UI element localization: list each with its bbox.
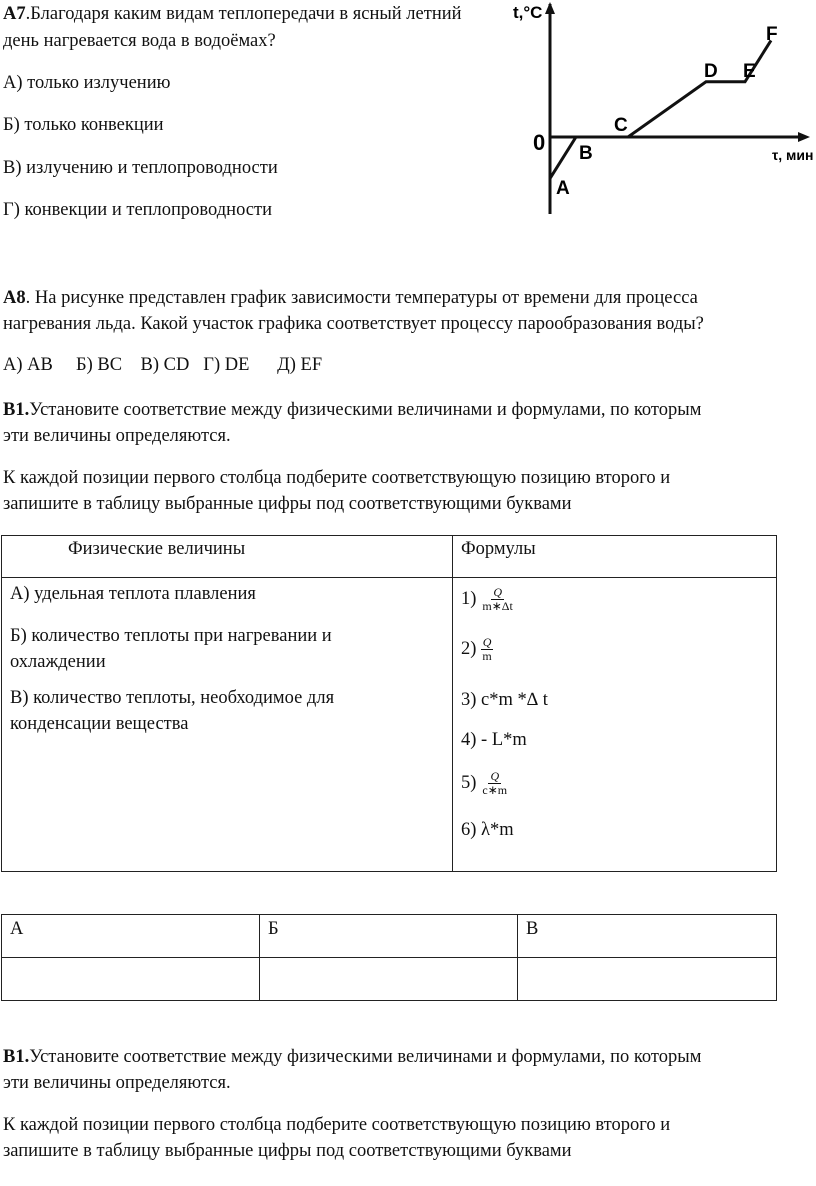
y-axis-arrow: [545, 2, 555, 14]
formula-5: 5) $\frac{Q}{c∗m}$: [461, 769, 508, 797]
formula-3: 3) c*m *∆ t: [461, 690, 548, 710]
point-label-d: D: [704, 61, 718, 82]
point-label-c: C: [614, 115, 628, 136]
formula-5-numerator: Q: [490, 769, 500, 783]
formula-1-numerator: Q: [493, 585, 502, 599]
a8-answers: А) АВ Б) ВС В) CD Г) DE Д) EF: [3, 355, 323, 375]
a7-question-line2: день нагревается вода в водоёмах?: [3, 31, 276, 51]
formula-6: 6) λ*m: [461, 820, 514, 840]
b1-repeat-instruction-line1: К каждой позиции первого столбца подберите соответствующую позицию второго и: [3, 1115, 671, 1135]
answer-col-b-header: Б: [260, 915, 518, 958]
formulas-cell: [453, 578, 777, 872]
a7-option-a: А) только излучению: [3, 73, 171, 93]
formula-2-numerator: Q: [482, 635, 492, 649]
matching-table: [1, 535, 777, 872]
a7-option-c: В) излучению и теплопроводности: [3, 158, 278, 178]
x-axis-label: τ, мин: [772, 147, 814, 163]
b1-question-line1: В1.Установите соответствие между физическими величинами и формулами, по которым: [3, 400, 702, 420]
a7-option-d: Г) конвекции и теплопроводности: [3, 200, 272, 220]
a8-question-line2: нагревания льда. Какой участок графика соответствует процессу парообразования воды?: [3, 314, 704, 334]
a7-question-line1: А7.Благодаря каким видам теплопередачи в ясный летний: [3, 4, 462, 24]
formula-2: 2) $\frac{Q}{m}$: [461, 635, 492, 663]
b1-label: В1.: [3, 400, 30, 420]
point-label-b: B: [579, 143, 593, 164]
b1-repeat-instruction-line2: запишите в таблицу выбранные цифры под соответствующими буквами: [3, 1141, 572, 1161]
quantity-b-line2: охлаждении: [10, 652, 106, 672]
formula-1: 1) $\frac{Q}{m∗\Delta t}$: [461, 585, 513, 613]
origin-label: 0: [533, 130, 546, 155]
temperature-time-graph: [500, 0, 816, 220]
b1-repeat-question-line1: В1.Установите соответствие между физическими величинами и формулами, по которым: [3, 1047, 702, 1067]
answer-cell-c[interactable]: [518, 958, 777, 1001]
b1-repeat-label: В1.: [3, 1047, 30, 1067]
formula-2-denominator: m: [482, 649, 492, 663]
answer-col-a-header: А: [2, 915, 260, 958]
a7-label: А7: [3, 4, 26, 24]
quantity-a: А) удельная теплота плавления: [10, 584, 256, 604]
formula-4: 4) - L*m: [461, 730, 527, 750]
answer-cell-a[interactable]: [2, 958, 260, 1001]
b1-instruction-line2: запишите в таблицу выбранные цифры под соответствующими буквами: [3, 494, 572, 514]
point-label-e: E: [743, 61, 756, 82]
y-axis-label: t,°C: [513, 3, 543, 22]
point-label-a: A: [556, 178, 570, 199]
point-label-f: F: [766, 24, 778, 45]
answer-cell-b[interactable]: [260, 958, 518, 1001]
b1-repeat-question-line2: эти величины определяются.: [3, 1073, 231, 1093]
quantity-c-line2: конденсации вещества: [10, 714, 189, 734]
formula-1-denominator: m∗Δt: [482, 599, 513, 613]
a8-label: А8: [3, 288, 26, 308]
quantity-b-line1: Б) количество теплоты при нагревании и: [10, 626, 332, 646]
quantities-cell: [2, 578, 453, 872]
col-formulas-header: Формулы: [453, 536, 777, 578]
b1-question-line2: эти величины определяются.: [3, 426, 231, 446]
answer-col-c-header: В: [518, 915, 777, 958]
col-quantities-header: Физические величины: [2, 536, 453, 578]
b1-instruction-line1: К каждой позиции первого столбца подберите соответствующую позицию второго и: [3, 468, 671, 488]
a8-question-line1: А8. На рисунке представлен график зависимости температуры от времени для процесса: [3, 288, 698, 308]
a7-option-b: Б) только конвекции: [3, 115, 164, 135]
formula-5-denominator: c∗m: [482, 783, 508, 797]
answer-table: [1, 914, 777, 1001]
x-axis-arrow: [798, 132, 810, 142]
quantity-c-line1: В) количество теплоты, необходимое для: [10, 688, 335, 708]
